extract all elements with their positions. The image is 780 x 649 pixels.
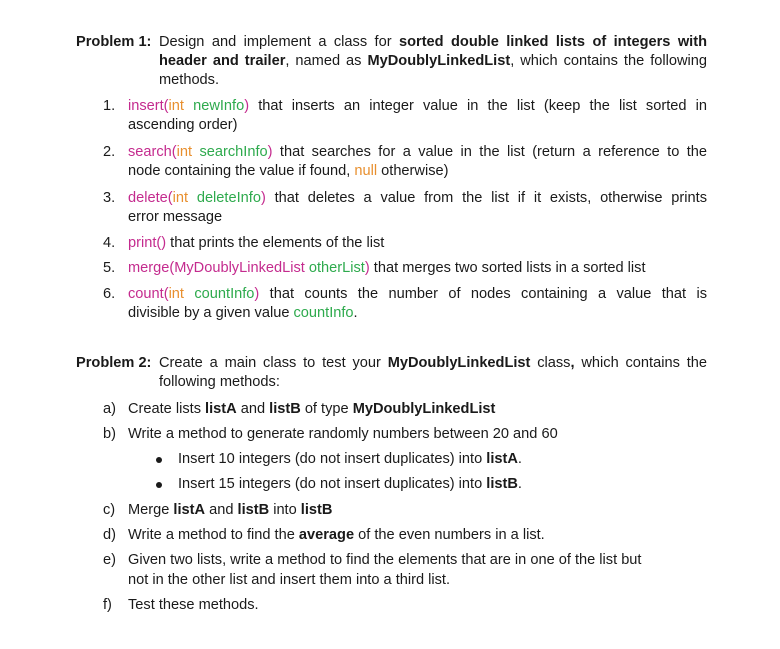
item4-line1: print() that prints the elements of the list — [128, 235, 385, 251]
item2-line1: search(int searchInfo) that searches for a value in the list (return a reference to the — [128, 144, 707, 160]
item-c-mark: c) — [103, 502, 116, 518]
problem1-intro-line2: header and trailer, named as MyDoublyLinkedList, which contains the following — [159, 53, 708, 69]
bullet-icon — [156, 457, 162, 463]
item-c-text: Merge listA and listB into listB — [128, 502, 333, 518]
item5-line1: merge(MyDoublyLinkedList otherList) that merges two sorted lists in a sorted list — [128, 260, 646, 276]
item-b-sub2: Insert 15 integers (do not insert duplicates) into listB. — [178, 476, 522, 492]
problem2-heading — [76, 354, 151, 373]
item-d-mark: d) — [103, 527, 116, 543]
item5-number: 5. — [103, 260, 116, 276]
item-f-mark: f) — [103, 597, 112, 613]
problem2-intro-line1: Create a main class to test your MyDoublyLinkedList class, which contains the — [159, 355, 707, 371]
problem1-intro-line3: methods. — [159, 72, 220, 88]
item3-line2: error message — [128, 209, 223, 225]
item6-number: 6. — [103, 286, 116, 302]
problem2-intro-line2: following methods: — [159, 374, 280, 390]
item-e-line2: not in the other list and insert them into a third list. — [128, 572, 451, 588]
item2-number: 2. — [103, 144, 116, 160]
item4-number: 4. — [103, 235, 116, 251]
item3-line1: delete(int deleteInfo) that deletes a value from the list if it exists, otherwise prints — [128, 190, 707, 206]
item3-number: 3. — [103, 190, 116, 206]
item-b-text: Write a method to generate randomly numbers between 20 and 60 — [128, 426, 558, 442]
item-d-text: Write a method to find the average of the even numbers in a list. — [128, 527, 545, 543]
item-e-mark: e) — [103, 552, 116, 568]
item-a-text: Create lists listA and listB of type MyDoublyLinkedList — [128, 401, 496, 417]
bullet-icon — [156, 482, 162, 488]
problem1-heading — [76, 33, 151, 52]
item-f-text: Test these methods. — [128, 597, 259, 613]
problem1-label: Problem 1: — [76, 34, 152, 50]
item-b-sub1: Insert 10 integers (do not insert duplicates) into listA. — [178, 451, 522, 467]
item1-number: 1. — [103, 98, 116, 114]
problem2-label: Problem 2: — [76, 355, 152, 371]
item6-line1: count(int countInfo) that counts the number of nodes containing a value that is — [128, 286, 707, 302]
item1-line1: insert(int newInfo) that inserts an integer value in the list (keep the list sorted in — [128, 98, 707, 114]
item-e-line1: Given two lists, write a method to find the elements that are in one of the list but — [128, 552, 642, 568]
item1-line2: ascending order) — [128, 117, 238, 133]
item6-line2: divisible by a given value countInfo. — [128, 305, 358, 321]
problem1-intro-line1: Design and implement a class for sorted double linked lists of integers with — [159, 34, 707, 50]
item-a-mark: a) — [103, 401, 116, 417]
item2-line2: node containing the value if found, null otherwise) — [128, 163, 449, 179]
item-b-mark: b) — [103, 426, 116, 442]
